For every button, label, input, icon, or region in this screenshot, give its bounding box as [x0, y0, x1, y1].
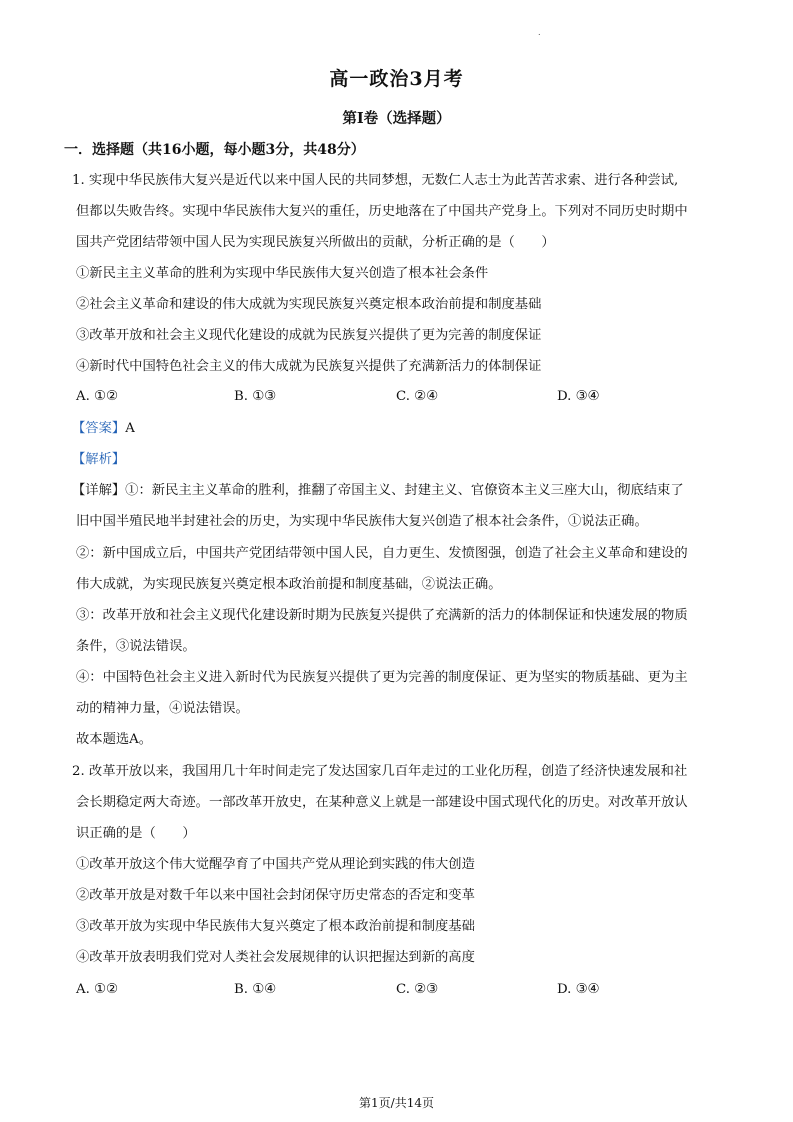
q1-explanation-line: ④：中国特色社会主义进入新时代为民族复兴提供了更为完善的制度保证、更为坚实的物质基础、更为主 — [76, 670, 688, 685]
page-footer: 第1页/共14页 — [359, 1096, 434, 1110]
q2-option-c: C. ②③ — [396, 982, 438, 997]
q1-explanation-line: 旧中国半殖民地半封建社会的历史，为实现中华民族伟大复兴创造了根本社会条件，①说法正确。 — [76, 514, 648, 529]
q1-stem-line: 国共产党团结带领中国人民为实现民族复兴所做出的贡献，分析正确的是（ ） — [76, 235, 555, 250]
q1-statement: ①新民主主义革命的胜利为实现中华民族伟大复兴创造了根本社会条件 — [76, 266, 489, 281]
q2-statement: ④改革开放表明我们党对人类社会发展规律的认识把握达到新的高度 — [76, 950, 475, 965]
q1-explanation-line: 条件，③说法错误。 — [76, 639, 196, 654]
q1-statement: ③改革开放和社会主义现代化建设的成就为民族复兴提供了更为完善的制度保证 — [76, 328, 542, 343]
q1-option-b: B. ①③ — [234, 389, 277, 404]
page-subtitle: 第I卷（选择题） — [342, 110, 451, 127]
q1-statement: ②社会主义革命和建设的伟大成就为实现民族复兴奠定根本政治前提和制度基础 — [76, 297, 542, 312]
q2-option-d: D. ③④ — [557, 982, 600, 997]
q1-answer — [72, 420, 135, 438]
q1-stem-line: 但都以失败告终。实现中华民族伟大复兴的重任，历史地落在了中国共产党身上。下列对不同历史时期中 — [76, 204, 688, 219]
q1-option-a: A. ①② — [76, 389, 118, 404]
analysis-tag: 【解析】 — [72, 452, 126, 467]
q1-stem-line: 1. 实现中华民族伟大复兴是近代以来中国人民的共同梦想，无数仁人志士为此苦苦求索、进行各种尝试, — [72, 173, 679, 188]
q1-explanation-line: 故本题选A。 — [76, 732, 153, 747]
q1-statement: ④新时代中国特色社会主义的伟大成就为民族复兴提供了充满新活力的体制保证 — [76, 359, 542, 374]
q2-option-b: B. ①④ — [234, 982, 277, 997]
answer-value: A — [125, 421, 135, 436]
answer-tag: 【答案】 — [72, 421, 126, 436]
q2-stem-line: 2. 改革开放以来，我国用几十年时间走完了发达国家几百年走过的工业化历程，创造了经济快速发展和社 — [72, 764, 688, 779]
header-dot: . — [538, 28, 541, 37]
q1-explanation-line: 伟大成就，为实现民族复兴奠定根本政治前提和制度基础，②说法正确。 — [76, 577, 502, 592]
q2-option-a: A. ①② — [76, 982, 118, 997]
q1-explanation-line: 【详解】①：新民主主义革命的胜利，推翻了帝国主义、封建主义、官僚资本主义三座大山，彻底结束了 — [72, 483, 684, 498]
q1-option-d: D. ③④ — [557, 389, 600, 404]
q2-stem-line: 会长期稳定两大奇迹。一部改革开放史，在某种意义上就是一部建设中国式现代化的历史。对改革开放认 — [76, 795, 688, 810]
section-heading: 一．选择题（共16小题，每小题3分，共48分） — [64, 142, 365, 158]
q1-explanation-line: ②：新中国成立后，中国共产党团结带领中国人民，自力更生、发愤图强，创造了社会主义革命和建设的 — [76, 546, 688, 561]
q1-explanation-line: ③：改革开放和社会主义现代化建设新时期为民族复兴提供了充满新的活力的体制保证和快速发展的物质 — [76, 608, 688, 623]
q1-explanation-line: 动的精神力量，④说法错误。 — [76, 701, 249, 716]
q1-option-c: C. ②④ — [396, 389, 438, 404]
page-title: 高一政治3月考 — [329, 68, 464, 90]
q2-stem-line: 识正确的是（ ） — [76, 826, 196, 841]
q2-statement: ③改革开放为实现中华民族伟大复兴奠定了根本政治前提和制度基础 — [76, 919, 475, 934]
q2-statement: ②改革开放是对数千年以来中国社会封闭保守历史常态的否定和变革 — [76, 888, 475, 903]
q2-statement: ①改革开放这个伟大觉醒孕育了中国共产党从理论到实践的伟大创造 — [76, 857, 475, 872]
